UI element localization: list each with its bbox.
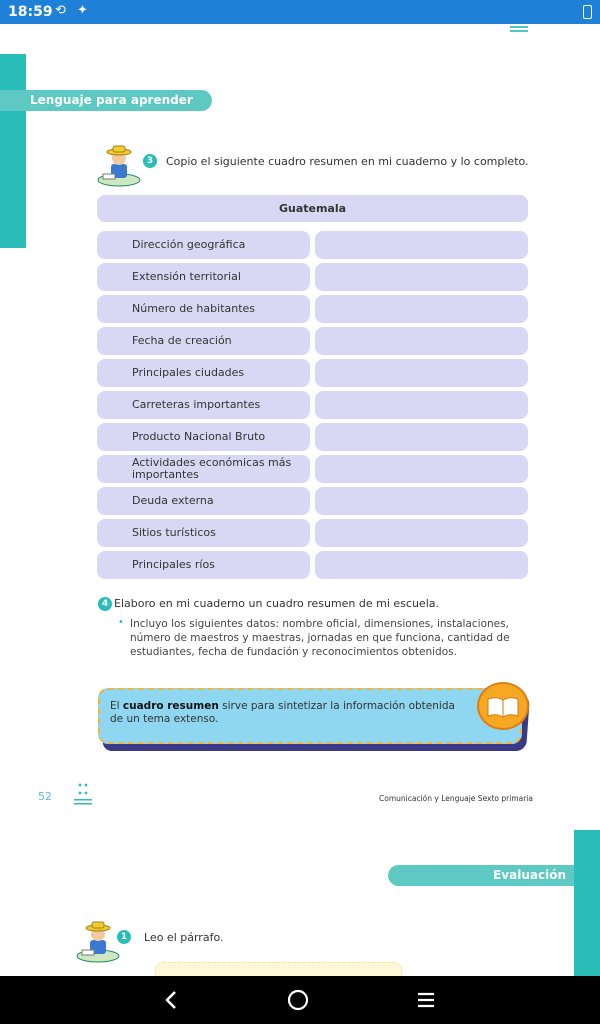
row-label: Extensión territorial	[97, 263, 310, 291]
row-label: Carreteras importantes	[97, 391, 310, 419]
table-row	[97, 295, 528, 323]
row-value	[315, 231, 528, 259]
exercise-instruction: Elaboro en mi cuaderno un cuadro resumen de mi escuela.	[114, 597, 439, 610]
exercise-number: 3	[143, 154, 157, 168]
table-row	[97, 359, 528, 387]
book-icon	[477, 682, 529, 730]
bullet-icon: •	[118, 617, 124, 628]
row-value	[315, 455, 528, 483]
page-number: 52	[38, 790, 52, 803]
table-row	[97, 455, 528, 483]
status-time: 18:59	[8, 4, 53, 20]
row-value	[315, 423, 528, 451]
table-header: Guatemala	[97, 195, 528, 222]
note-suffix: sirve para sintetizar la información obtenida de un tema extenso.	[110, 700, 455, 725]
row-value	[315, 263, 528, 291]
row-label: Deuda externa	[97, 487, 310, 515]
student-icon	[76, 920, 122, 964]
row-value	[315, 359, 528, 387]
battery-icon	[583, 5, 592, 19]
exercise-number: 4	[98, 597, 112, 611]
row-label: Sitios turísticos	[97, 519, 310, 547]
row-label: Dirección geográfica	[97, 231, 310, 259]
dots-decoration-icon	[74, 782, 92, 808]
row-label: Número de habitantes	[97, 295, 310, 323]
table-row	[97, 327, 528, 355]
row-label: Principales ciudades	[97, 359, 310, 387]
section-title: Lenguaje para aprender	[0, 90, 212, 111]
page-edge-bar	[0, 54, 26, 248]
row-value	[315, 487, 528, 515]
exercise-instruction: Leo el párrafo.	[144, 931, 224, 944]
exercise-instruction: Copio el siguiente cuadro resumen en mi cuaderno y lo completo.	[166, 155, 529, 168]
row-value	[315, 391, 528, 419]
notification-icon: ✦	[77, 3, 88, 18]
table-row	[97, 391, 528, 419]
row-value	[315, 519, 528, 547]
navigation-bar	[0, 976, 600, 1024]
menu-lines-icon	[510, 24, 528, 32]
row-label: Producto Nacional Bruto	[97, 423, 310, 451]
row-value	[315, 295, 528, 323]
status-bar	[0, 0, 600, 24]
table-row	[97, 519, 528, 547]
row-value	[315, 551, 528, 579]
menu-icon[interactable]	[412, 986, 440, 1014]
row-label: Actividades económicas más importantes	[97, 455, 310, 483]
note-box	[98, 688, 522, 744]
table-row	[97, 231, 528, 259]
exercise-number: 1	[117, 930, 131, 944]
footer-book-title: Comunicación y Lenguaje Sexto primaria	[379, 794, 533, 803]
student-icon	[97, 144, 143, 188]
row-label: Principales ríos	[97, 551, 310, 579]
table-row	[97, 263, 528, 291]
section-title: Evaluación	[388, 865, 574, 886]
back-icon[interactable]	[157, 986, 185, 1014]
sync-icon: ⟲	[55, 3, 66, 18]
table-row	[97, 487, 528, 515]
table-row	[97, 551, 528, 579]
bullet-text: Incluyo los siguientes datos: nombre oficial, dimensiones, instalaciones, número de maestros y maestras, jornadas en que funciona, cantidad de estudiantes, fecha de fundación y reconocimientos obtenidos.	[130, 618, 510, 658]
row-label: Fecha de creación	[97, 327, 310, 355]
table-row	[97, 423, 528, 451]
note-bold: cuadro resumen	[122, 700, 219, 712]
home-icon[interactable]	[284, 986, 312, 1014]
note-prefix: El	[110, 700, 123, 712]
row-value	[315, 327, 528, 355]
page-edge-bar	[574, 830, 600, 976]
